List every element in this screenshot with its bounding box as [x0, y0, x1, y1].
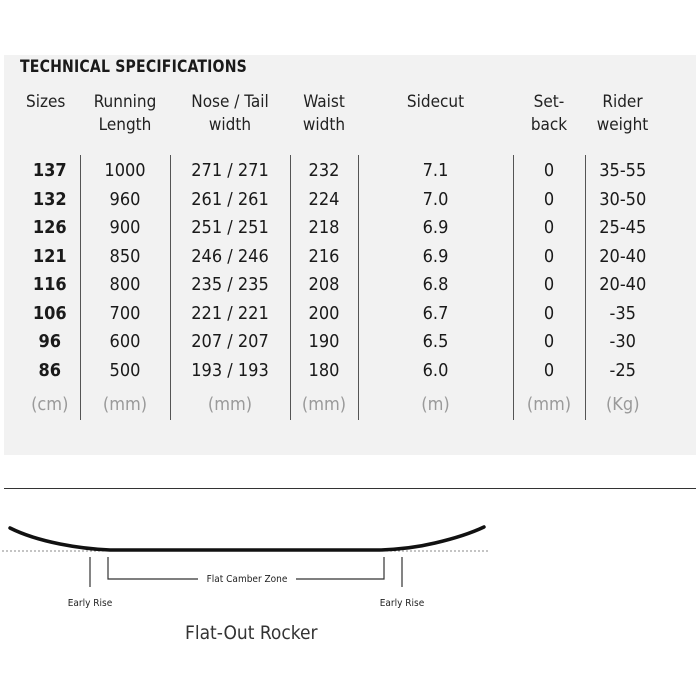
cell-waist-width: 232: [290, 155, 358, 186]
header-running-line2: Length: [98, 115, 152, 135]
cell-running-length: 700: [80, 300, 170, 329]
cell-nose-tail-width: 251 / 251: [170, 214, 290, 243]
cell-size: 137: [32, 160, 67, 181]
cell-setback: 0: [513, 243, 585, 272]
cell-running-length: 960: [80, 186, 170, 215]
board-profile-curve: [10, 527, 484, 550]
unit-rider-weight: (Kg): [585, 385, 660, 420]
cell-running-length: 900: [80, 214, 170, 243]
cell-setback: 0: [513, 214, 585, 243]
cell-sidecut: 6.8: [358, 271, 513, 300]
cell-setback: 0: [513, 357, 585, 386]
cell-nose-tail-width: 193 / 193: [170, 357, 290, 386]
unit-sizes: (cm): [31, 394, 69, 415]
table-row: [20, 155, 660, 186]
header-nose-line1: Nose / Tail: [191, 92, 269, 112]
cell-running-length: 800: [80, 271, 170, 300]
cell-running-length: 850: [80, 243, 170, 272]
cell-size: 121: [32, 245, 67, 267]
table-row: [20, 300, 660, 329]
table-row: [20, 243, 660, 272]
flat-camber-zone-bracket-left: [108, 557, 198, 579]
cell-nose-tail-width: 235 / 235: [170, 271, 290, 300]
cell-nose-tail-width: 207 / 207: [170, 328, 290, 357]
table-row: [20, 357, 660, 386]
cell-running-length: 1000: [80, 155, 170, 186]
cell-sidecut: 6.9: [358, 243, 513, 272]
cell-rider-weight: 20-40: [585, 243, 660, 272]
cell-setback: 0: [513, 155, 585, 186]
table-row: [20, 328, 660, 357]
unit-sidecut: (m): [358, 385, 513, 420]
cell-sidecut: 6.7: [358, 300, 513, 329]
cell-size: 116: [32, 274, 67, 295]
profile-name: Flat-Out Rocker: [185, 622, 318, 644]
cell-setback: 0: [513, 300, 585, 329]
cell-size: 96: [38, 331, 62, 352]
unit-nose-tail-width: (mm): [170, 385, 290, 420]
cell-size: 126: [32, 217, 67, 238]
cell-sidecut: 7.1: [358, 155, 513, 186]
cell-setback: 0: [513, 328, 585, 357]
cell-waist-width: 218: [290, 214, 358, 243]
early-rise-left-label: Early Rise: [67, 598, 113, 609]
cell-waist-width: 216: [290, 243, 358, 272]
header-running-length: [80, 91, 170, 155]
cell-waist-width: 180: [290, 357, 358, 386]
rocker-profile-diagram: [0, 500, 700, 690]
unit-setback: (mm): [513, 385, 585, 420]
cell-setback: 0: [513, 271, 585, 300]
cell-rider-weight: 25-45: [585, 214, 660, 243]
cell-waist-width: 190: [290, 328, 358, 357]
cell-sidecut: 7.0: [358, 186, 513, 215]
table-row: [20, 271, 660, 300]
cell-size: 86: [38, 359, 62, 381]
cell-nose-tail-width: 221 / 221: [170, 300, 290, 329]
table-row: [20, 214, 660, 243]
cell-size: 106: [32, 302, 67, 324]
technical-specifications-panel: [4, 55, 696, 455]
header-running-line1: Running: [93, 92, 157, 112]
cell-rider-weight: 20-40: [585, 271, 660, 300]
header-setback-line2: back: [530, 115, 568, 135]
cell-running-length: 500: [80, 357, 170, 386]
header-waist-line2: width: [302, 115, 346, 135]
header-nose-tail-width: [170, 91, 290, 155]
cell-sidecut: 6.9: [358, 214, 513, 243]
header-waist-width: [290, 91, 358, 155]
cell-sidecut: 6.5: [358, 328, 513, 357]
flat-camber-zone-label: Flat Camber Zone: [206, 574, 288, 585]
cell-size: 132: [32, 188, 67, 210]
section-divider: [4, 488, 696, 489]
header-sidecut-label: Sidecut: [406, 92, 465, 112]
cell-nose-tail-width: 261 / 261: [170, 186, 290, 215]
cell-rider-weight: -35: [585, 300, 660, 329]
header-setback: [513, 91, 585, 155]
header-rider-weight: [585, 91, 660, 155]
unit-running-length: (mm): [80, 385, 170, 420]
spec-title: TECHNICAL SPECIFICATIONS: [20, 57, 247, 77]
cell-nose-tail-width: 246 / 246: [170, 243, 290, 272]
cell-nose-tail-width: 271 / 271: [170, 155, 290, 186]
header-sizes: [20, 91, 80, 155]
flat-camber-zone-bracket-right: [296, 557, 384, 579]
cell-rider-weight: -25: [585, 357, 660, 386]
unit-waist-width: (mm): [290, 385, 358, 420]
cell-waist-width: 208: [290, 271, 358, 300]
header-sizes-label: Sizes: [26, 92, 66, 112]
cell-setback: 0: [513, 186, 585, 215]
header-rider-line2: weight: [596, 115, 649, 135]
table-row: [20, 186, 660, 215]
cell-rider-weight: -30: [585, 328, 660, 357]
cell-waist-width: 224: [290, 186, 358, 215]
header-rider-line1: Rider: [602, 92, 643, 112]
header-waist-line1: Waist: [303, 92, 345, 112]
units-row: [20, 385, 660, 420]
cell-waist-width: 200: [290, 300, 358, 329]
header-setback-line1: Set-: [533, 92, 565, 112]
early-rise-right-label: Early Rise: [379, 598, 425, 609]
cell-sidecut: 6.0: [358, 357, 513, 386]
cell-rider-weight: 35-55: [585, 155, 660, 186]
spec-table: [20, 91, 660, 420]
cell-running-length: 600: [80, 328, 170, 357]
cell-rider-weight: 30-50: [585, 186, 660, 215]
header-row: [20, 91, 660, 155]
header-nose-line2: width: [208, 115, 252, 135]
header-sidecut: [358, 91, 513, 155]
